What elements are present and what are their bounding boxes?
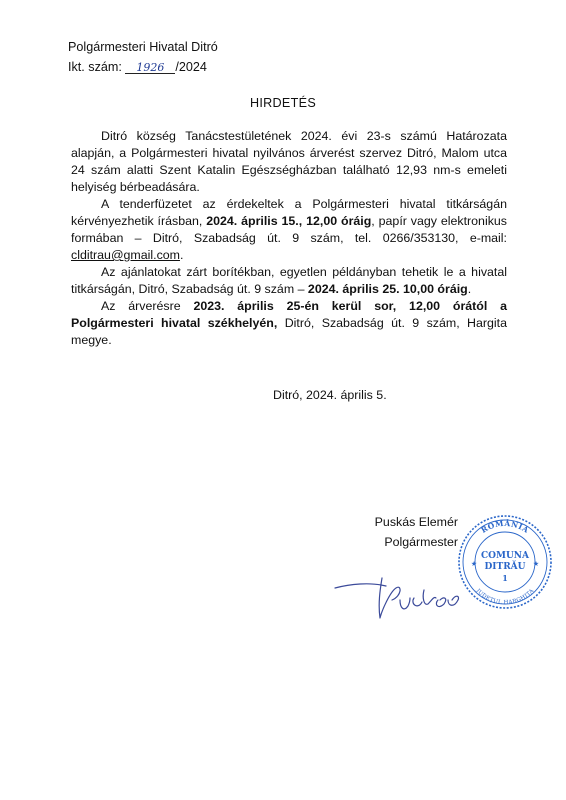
paragraph-4-text-a: Az árverésre <box>101 299 194 313</box>
svg-text:ROMÂNIA <box>479 519 530 535</box>
official-stamp <box>455 512 555 612</box>
registration-handwritten-number: 1926 <box>125 62 175 74</box>
stamp-top-text: ROMÂNIA <box>479 518 531 535</box>
paragraph-offer-submission <box>71 264 507 298</box>
paragraph-3-deadline: 2024. április 25. 10,00 óráig <box>307 282 468 296</box>
paragraph-auction-announcement <box>71 128 507 196</box>
paragraph-2-deadline: 2024. április 15., 12,00 óráig <box>206 214 372 228</box>
document-title: HIRDETÉS <box>249 96 317 110</box>
paragraph-3-text-a: Az ajánlatokat zárt borítékban, egyetlen példányban tehetik le a hivatal titkárságán, Ditró, Szabadság út. 9 szám – <box>71 265 507 296</box>
paragraph-2-text-a: A tenderfüzetet az érdekeltek a Polgármesteri hivatal titkárságán kérvényezhetik írásban, <box>71 197 507 228</box>
registration-year: /2024 <box>175 60 207 74</box>
paragraph-2-text-d: . <box>179 248 184 262</box>
paragraph-1-text: Ditró község Tanácstestületének 2024. évi 23-s számú Határozata alapján, a Polgármesteri hivatal nyilvános árverést szervez Ditró, Malom utca 24 szám alatti Szent Katalin Egészségházban található 12,93 nm-s emeleti helyiség bérbeadására. <box>71 129 507 194</box>
stamp-bottom-text: JUDEȚUL HARGHITA <box>474 587 536 607</box>
stamp-star-right-icon: ★ <box>532 561 540 568</box>
registration-label: Ikt. szám: <box>68 60 122 74</box>
stamp-number: 1 <box>502 573 508 583</box>
signer-name: Puskás Elemér <box>374 515 458 529</box>
paragraph-4-date-place: 2023. április 25-én kerül sor, 12,00 órától a Polgármesteri hivatal székhelyén, <box>71 299 507 330</box>
paragraph-3-text-c: . <box>467 282 472 296</box>
paragraph-4-text-c: Ditró, Szabadság út. 9 szám, Hargita megye. <box>71 316 507 347</box>
paragraph-auction-date <box>71 298 507 349</box>
paragraph-2-text-c: , papír vagy elektronikus formában – Ditró, Szabadság út. 9 szám, tel. 0266/353130, e-mail: <box>71 214 507 245</box>
contact-email-link[interactable]: clditrau@gmail.com <box>71 248 180 262</box>
office-name: Polgármesteri Hivatal Ditró <box>68 40 218 54</box>
registration-number <box>68 60 207 74</box>
stamp-middle-text-1: COMUNA <box>480 551 530 561</box>
stamp-star-left-icon: ★ <box>470 561 478 568</box>
signer-block <box>372 512 458 552</box>
date-line: Ditró, 2024. április 5. <box>273 388 387 402</box>
stamp-middle-text-2: DITRĂU <box>484 562 526 572</box>
paragraph-tender-request <box>71 196 507 264</box>
handwritten-signature <box>330 570 470 630</box>
signer-role: Polgármester <box>384 535 458 549</box>
